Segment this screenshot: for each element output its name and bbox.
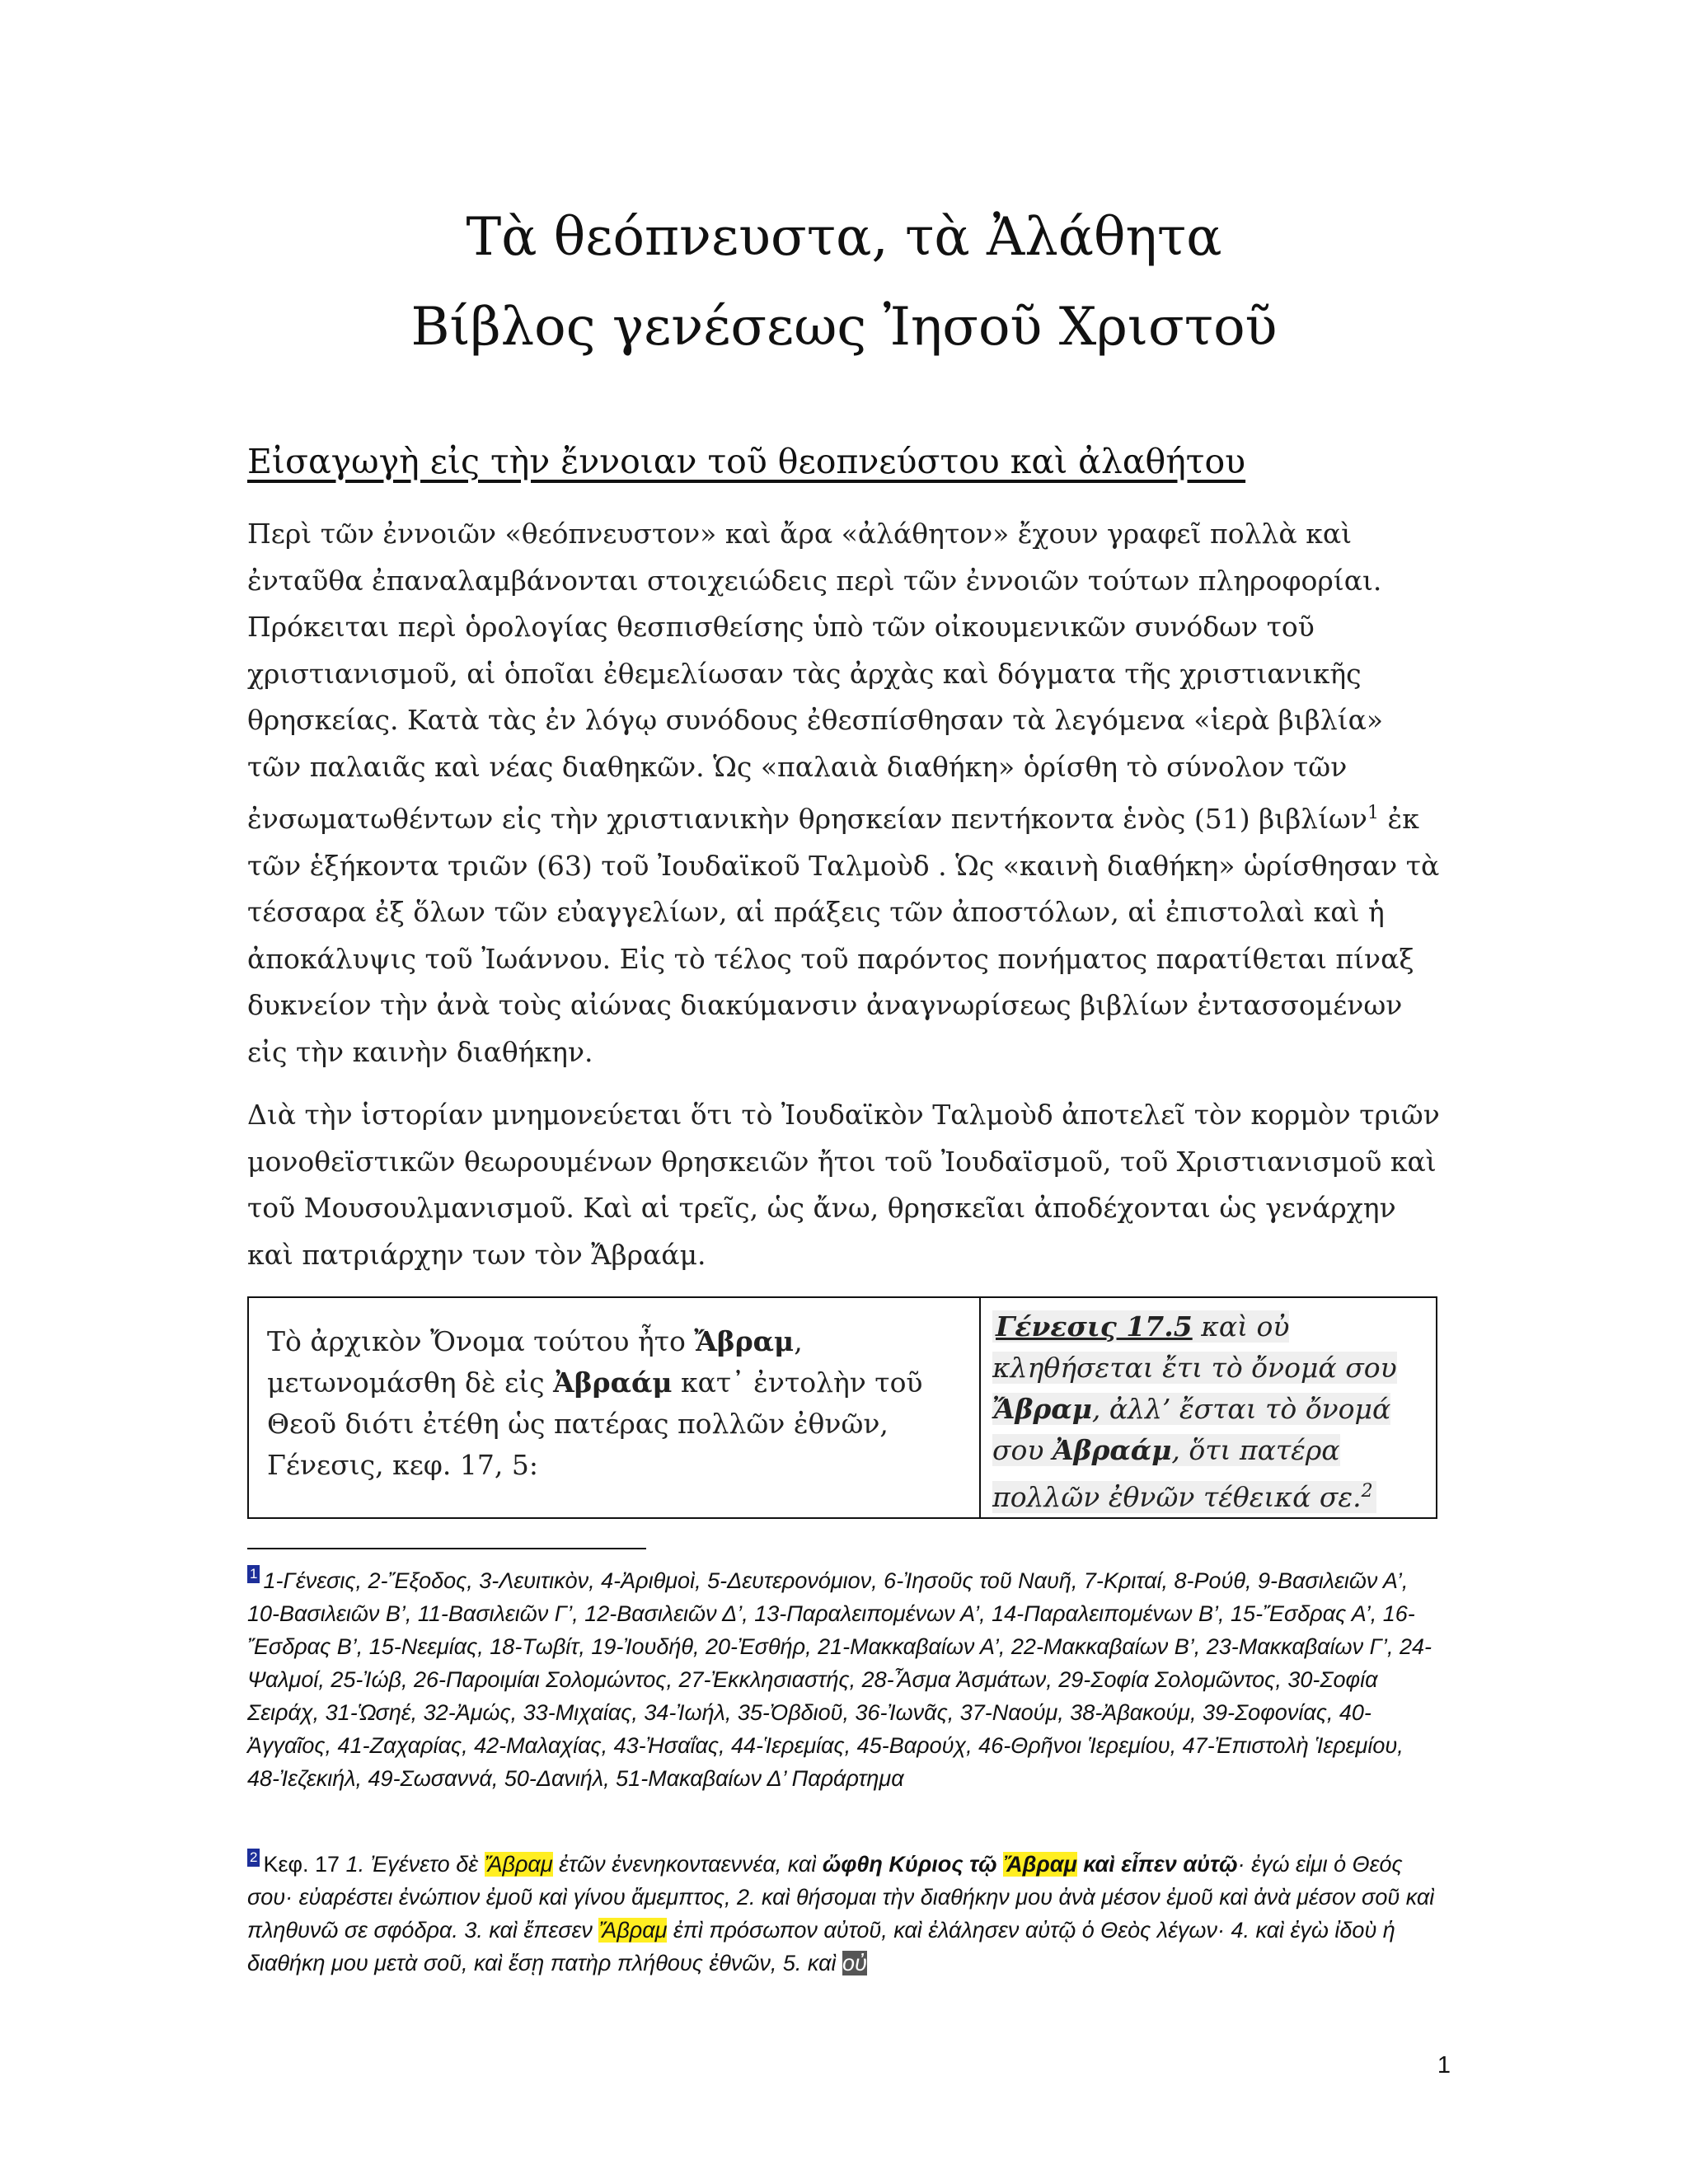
footnote-2-text-4: ἐπὶ πρόσωπον αὐτοῦ, καὶ ἐλάλησεν αὐτῷ ὁ Θεὸς λέγων· 4. καὶ ἐγὼ ἰδοὺ ἡ διαθήκη μου μετὰ σοῦ, καὶ ἔσῃ πατὴρ πλήθους ἐθνῶν, 5. καὶ	[247, 1918, 1395, 1975]
footnote-2-marker[interactable]: 2	[247, 1849, 260, 1867]
quote-name-abram: Ἄβραμ	[992, 1393, 1092, 1425]
name-abram: Ἄβραμ	[694, 1325, 795, 1357]
footnote-separator	[247, 1548, 646, 1549]
quote-text-3: , ὅτι πατέρα πολλῶν ἐθνῶν τέθεικά σε.	[992, 1434, 1362, 1513]
table-cell-explanation	[249, 1298, 981, 1517]
intro-text-part2: ἐκ τῶν ἑξήκοντα τριῶν (63) τοῦ Ἰουδαϊκοῦ Ταλμοὺδ . Ὡς «καινὴ διαθήκη» ὡρίσθησαν τὰ τέσσαρα ἐξ ὅλων τῶν εὐαγγελίων, αἱ πράξεις τῶν ἀποστόλων, αἱ ἐπιστολαὶ καὶ ἡ ἀποκάλυψις τοῦ Ἰωάννου. Εἰς τὸ τέλος τοῦ παρόντος πονήματος παρατίθεται πίναξ δυκνείον τὴν ἀνὰ τοὺς αἰώνας διακύμανσιν ἀναγνωρίσεως βιβλίων ἐντασσομένων εἰς τὴν καινὴν διαθήκην.	[247, 803, 1440, 1068]
footnote-reference-2[interactable]: 2	[1361, 1481, 1373, 1502]
section-heading: Εἰσαγωγὴ εἰς τὴν ἔννοιαν τοῦ θεοπνεύστου καὶ ἀλαθήτου	[247, 442, 1246, 481]
footnote-1-text: 1-Γένεσις, 2-Ἔξοδος, 3-Λευιτικὸν, 4-Ἀριθμοὶ, 5-Δευτερονόμιον, 6-Ἰησοῦς τοῦ Ναυῆ, 7-Κριταί, 8-Ρούθ, 9-Βασιλειῶν Α’, 10-Βασιλειῶν Β’, 11-Βασιλειῶν Γ’, 12-Βασιλειῶν Δ’, 13-Παραλειπομένων Α’, 14-Παραλειπομένων Β’, 15-Ἔσδρας Α’, 16-Ἔσδρας Β’, 15-Νεεμίας, 18-Τωβίτ, 19-Ἰουδήθ, 20-Ἐσθήρ, 21-Μακκαβαίων Α’, 22-Μακκαβαίων Β’, 23-Μακκαβαίων Γ’, 24-Ψαλμοί, 25-Ἰώβ, 26-Παροιμίαι Σολομώντος, 27-Ἐκκλησιαστής, 28-Ἆσμα Ἀσμάτων, 29-Σοφία Σολομῶντος, 30-Σοφία Σειράχ, 31-Ὡσηέ, 32-Ἀμώς, 33-Μιχαίας, 34-Ἰωήλ, 35-Ὀβδιοῦ, 36-Ἰωνᾶς, 37-Ναούμ, 38-Ἀβακούμ, 39-Σοφονίας, 40-Ἀγγαῖος, 41-Ζαχαρίας, 42-Μαλαχίας, 43-Ἠσαΐας, 44-Ἱερεμίας, 45-Βαρούχ, 46-Θρῆνοι Ἱερεμίου, 47-Ἐπιστολὴ Ἱερεμίου, 48-Ἰεζεκιήλ, 49-Σωσαννά, 50-Δανιήλ, 51-Μακαβαίων Δ’ Παράρτημα	[247, 1568, 1432, 1791]
footnote-2-label: Κεφ. 17	[263, 1852, 340, 1877]
explanation-text-1: Τὸ ἀρχικὸν Ὄνομα τούτου ἦτο	[267, 1325, 695, 1357]
highlighted-abram-2: Ἄβραμ	[1003, 1852, 1077, 1877]
scripture-quote	[992, 1310, 1397, 1513]
footnote-2-text-3: · ἐγώ εἰμι ὁ Θεός σου· εὐαρέστει ἐνώπιον ἐμοῦ καὶ γίνου ἄμεμπτος, 2. καὶ θήσομαι τὴν διαθήκην μου ἀνὰ μέσον ἐμοῦ καὶ ἀνὰ μέσον σοῦ καὶ πληθυνῶ σε σφόδρα. 3. καὶ ἔπεσεν	[247, 1852, 1435, 1943]
footnote-2-bold-1: ὤφθη Κύριος τῷ	[822, 1852, 1004, 1877]
document-title-line2: Βίβλος γενέσεως Ἰησοῦ Χριστοῦ	[410, 297, 1278, 358]
scripture-reference-link[interactable]: Γένεσις 17.5	[996, 1310, 1193, 1343]
explanation-text-2: , μετωνομάσθη δὲ εἰς	[267, 1325, 803, 1399]
highlighted-abram-3: Ἄβραμ	[598, 1918, 668, 1943]
page-number: 1	[1437, 2052, 1451, 2079]
quote-text-2: , ἀλλ’ ἔσται τὸ ὄνομά σου	[992, 1393, 1391, 1466]
intro-paragraph	[247, 511, 1441, 1076]
verse-table	[247, 1296, 1437, 1519]
table-cell-quote	[981, 1298, 1436, 1517]
footnote-reference-1[interactable]: 1	[1367, 803, 1379, 823]
document-title-line1: Τὰ θεόπνευστα, τὰ Ἀλάθητα	[466, 207, 1222, 268]
history-paragraph: Διὰ τὴν ἱστορίαν μνημονεύεται ὅτι τὸ Ἰουδαϊκὸν Ταλμοὺδ ἀποτελεῖ τὸν κορμὸν τριῶν μονοθεϊστικῶν θεωρουμένων θρησκειῶν ἤτοι τοῦ Ἰουδαϊσμοῦ, τοῦ Χριστιανισμοῦ καὶ τοῦ Μουσουλμανισμοῦ. Καὶ αἱ τρεῖς, ὡς ἄνω, θρησκεῖαι ἀποδέχονται ὡς γενάρχην καὶ πατριάρχην των τὸν Ἄβραάμ.	[247, 1099, 1440, 1271]
footnote-2-bold-2: καὶ εἶπεν αὐτῷ	[1076, 1852, 1238, 1877]
quote-name-abraam: Ἀβραάμ	[1052, 1434, 1172, 1466]
highlighted-abram-1: Ἄβραμ	[484, 1852, 553, 1877]
footnote-1-marker[interactable]: 1	[247, 1565, 260, 1583]
footnote-2	[247, 1848, 1441, 1980]
quote-text-1: καὶ οὐ κληθήσεται ἔτι τὸ ὄνομά σου	[992, 1310, 1397, 1384]
footnote-2-text-1: 1. Ἐγένετο δὲ	[340, 1852, 485, 1877]
text-cursor-selection[interactable]: οὐ	[842, 1951, 867, 1975]
intro-text-part1: Περὶ τῶν ἐννοιῶν «θεόπνευστον» καὶ ἄρα «ἀλάθητον» ἔχουν γραφεῖ πολλὰ καὶ ἐνταῦθα ἐπαναλαμβάνονται στοιχειώδεις περὶ τῶν ἐννοιῶν τούτων πληροφορίαι. Πρόκειται περὶ ὁρολογίας θεσπισθείσης ὑπὸ τῶν οἰκουμενικῶν συνόδων τοῦ χριστιανισμοῦ, αἱ ὁποῖαι ἐθεμελίωσαν τὰς ἀρχὰς καὶ δόγματα τῆς χριστιανικῆς θρησκείας. Κατὰ τὰς ἐν λόγῳ συνόδους ἐθεσπίσθησαν τὰ λεγόμενα «ἱερὰ βιβλία» τῶν παλαιᾶς καὶ νέας διαθηκῶν. Ὡς «παλαιὰ διαθήκη» ὁρίσθη τὸ σύνολον τῶν ἐνσωματωθέντων εἰς τὴν χριστιανικὴν θρησκείαν πεντήκοντα ἑνὸς (51) βιβλίων	[247, 518, 1384, 835]
name-abraam: Ἀβραάμ	[553, 1366, 673, 1399]
footnote-1	[247, 1564, 1441, 1795]
explanation-text-3: κατ᾽ ἐντολὴν τοῦ Θεοῦ διότι ἐτέθη ὡς πατέρας πολλῶν ἐθνῶν, Γένεσις, κεφ. 17, 5:	[267, 1366, 923, 1481]
footnote-2-text-2: ἐτῶν ἐνενηκονταεννέα, καὶ	[552, 1852, 823, 1877]
